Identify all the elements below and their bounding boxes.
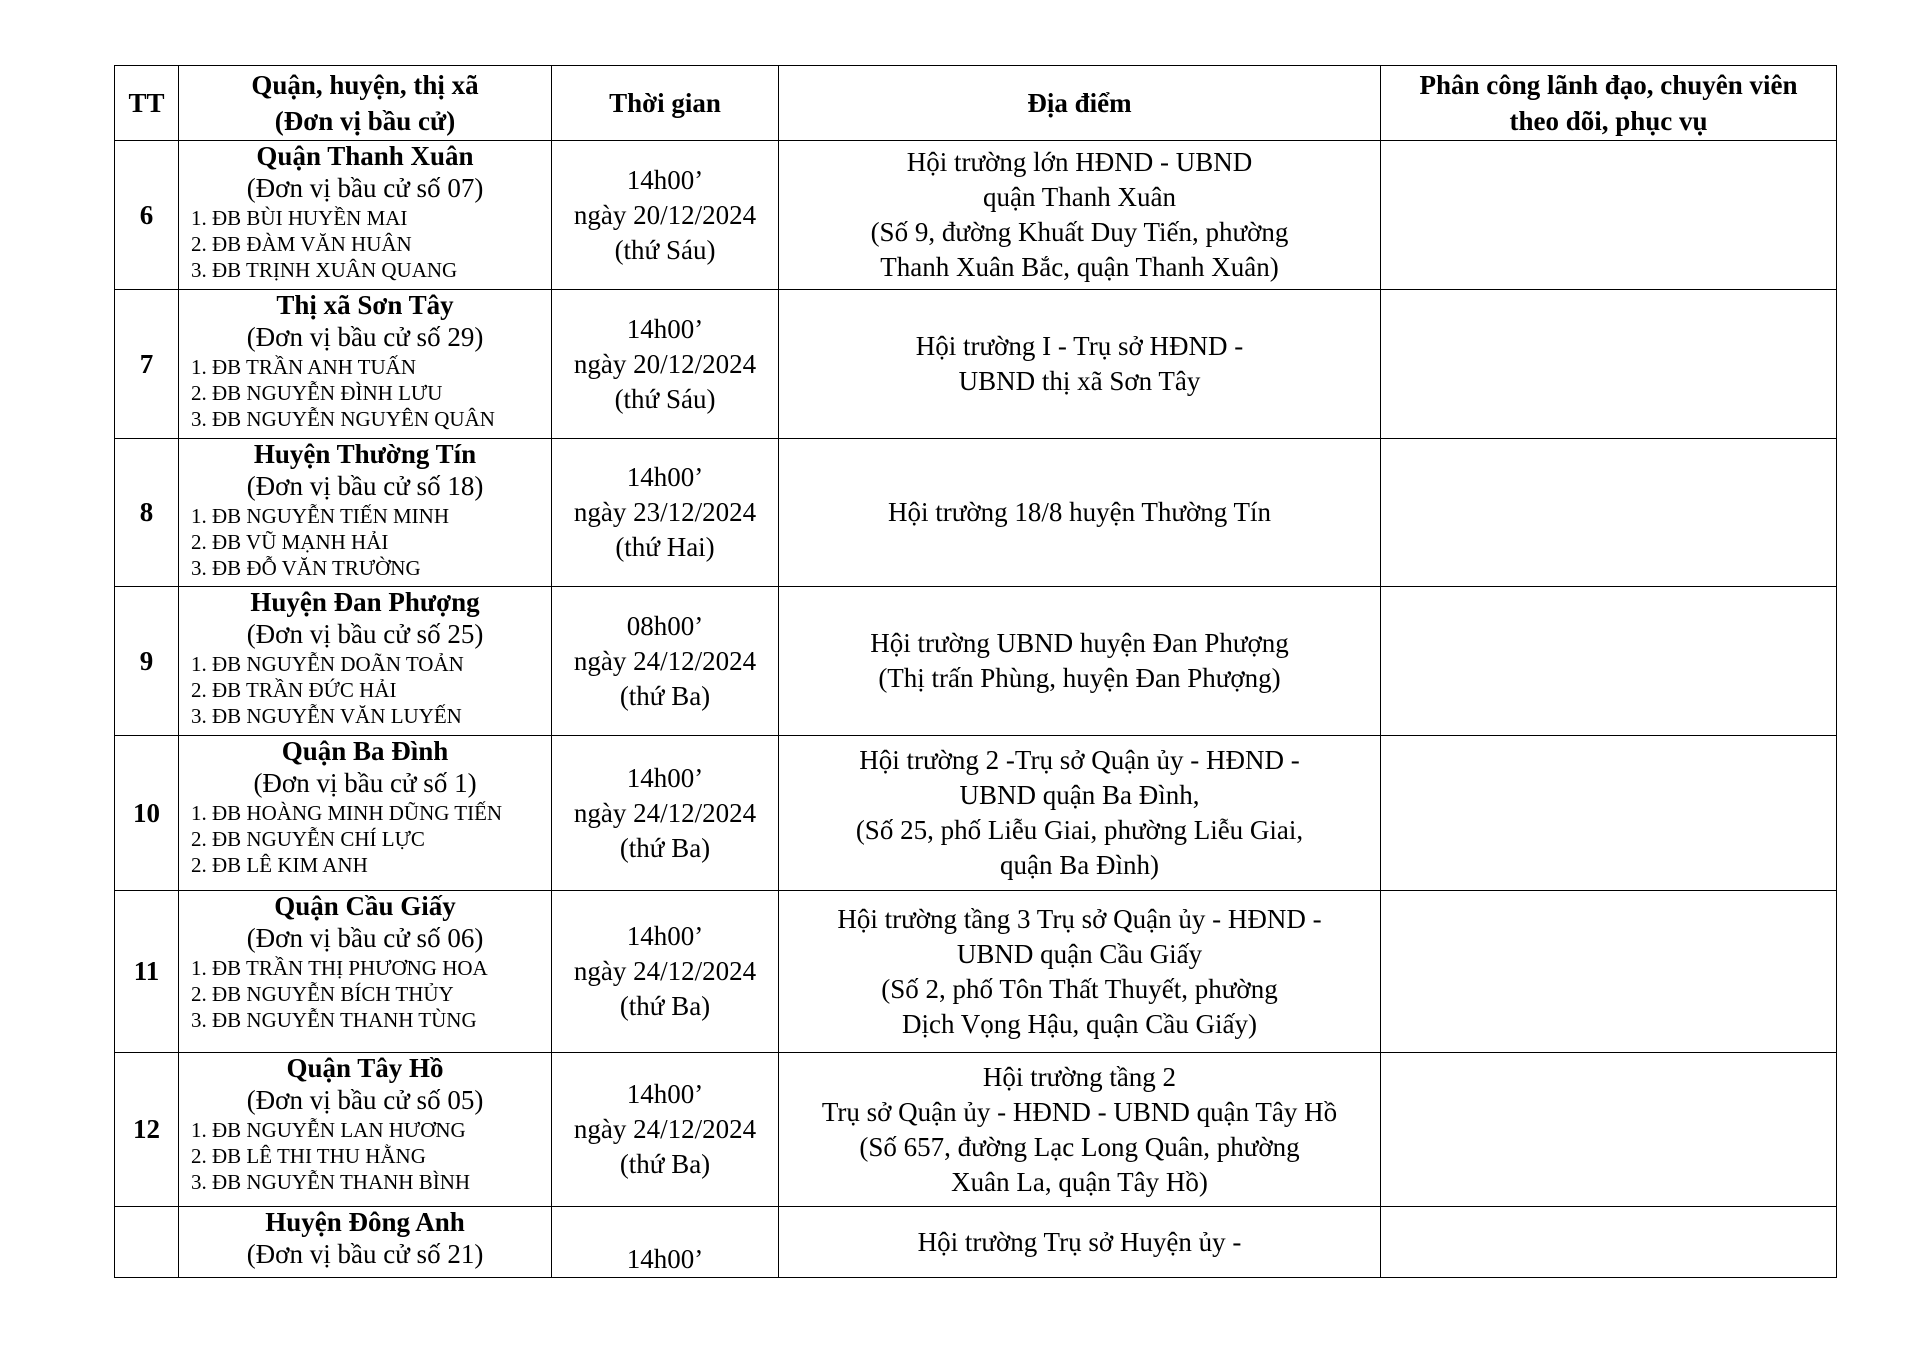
row-number: 9 (115, 587, 179, 736)
row-number: 6 (115, 141, 179, 290)
time-line: (thứ Ba) (619, 832, 711, 863)
time-cell (552, 290, 779, 439)
delegate-list (179, 1117, 551, 1195)
unit-number: (Đơn vị bầu cử số 07) (246, 173, 484, 203)
time-line: ngày 24/12/2024 (573, 956, 757, 986)
table-row (115, 439, 1837, 587)
time-line: (thứ Sáu) (614, 383, 716, 414)
header-unit-line1: Quận, huyện, thị xã (251, 70, 479, 100)
delegate-item: 1. ĐB TRẦN THỊ PHƯƠNG HOA (191, 956, 488, 980)
time-line: 14h00’ (626, 921, 704, 951)
table-row (115, 891, 1837, 1053)
place-cell (779, 736, 1381, 891)
unit-name: Thị xã Sơn Tây (276, 290, 454, 320)
place-line: Hội trường Trụ sở Huyện ủy - (917, 1226, 1242, 1257)
unit-name: Quận Thanh Xuân (256, 141, 474, 171)
header-unit-line2: (Đơn vị bầu cử) (274, 106, 456, 136)
place-cell (779, 439, 1381, 587)
time-line: 14h00’ (626, 462, 704, 492)
unit-cell (179, 1053, 552, 1207)
unit-name: Huyện Thường Tín (253, 439, 477, 469)
header-unit (179, 66, 552, 141)
place-line: Hội trường tầng 3 Trụ sở Quận ủy - HĐND - (837, 903, 1322, 934)
delegate-item: 3. ĐB NGUYỄN THANH TÙNG (191, 1008, 477, 1032)
assignment-cell[interactable] (1381, 141, 1837, 290)
unit-number: (Đơn vị bầu cử số 29) (246, 322, 484, 352)
time-line: ngày 23/12/2024 (573, 497, 757, 527)
delegate-item: 2. ĐB LÊ KIM ANH (191, 853, 368, 877)
place-cell (779, 891, 1381, 1053)
place-line: quận Thanh Xuân (983, 182, 1176, 212)
time-cell (552, 587, 779, 736)
time-line: (thứ Hai) (615, 532, 715, 562)
delegate-item: 2. ĐB ĐÀM VĂN HUÂN (191, 232, 412, 256)
table-row (115, 1207, 1837, 1278)
place-line: Trụ sở Quận ủy - HĐND - UBND quận Tây Hồ (821, 1096, 1338, 1127)
assignment-cell[interactable] (1381, 439, 1837, 587)
delegate-item: 3. ĐB NGUYỄN THANH BÌNH (191, 1170, 471, 1194)
header-tt: TT (115, 66, 179, 141)
place-line: (Số 25, phố Liễu Giai, phường Liễu Giai, (855, 815, 1304, 845)
place-line: (Số 657, đường Lạc Long Quân, phường (859, 1131, 1300, 1162)
time-line: (thứ Sáu) (614, 234, 716, 265)
unit-cell (179, 141, 552, 290)
time-cell (552, 141, 779, 290)
unit-number: (Đơn vị bầu cử số 18) (246, 471, 484, 501)
unit-number: (Đơn vị bầu cử số 05) (246, 1085, 484, 1115)
delegate-item: 2. ĐB NGUYỄN ĐÌNH LƯU (191, 381, 443, 405)
delegate-item: 3. ĐB TRỊNH XUÂN QUANG (191, 258, 458, 282)
delegate-list (179, 205, 551, 283)
table-row (115, 1053, 1837, 1207)
place-line: UBND quận Ba Đình, (959, 780, 1200, 810)
unit-cell (179, 1207, 552, 1278)
unit-name: Quận Ba Đình (281, 736, 449, 766)
unit-cell (179, 587, 552, 736)
delegate-item: 1. ĐB NGUYỄN TIẾN MINH (191, 504, 450, 528)
delegate-item: 3. ĐB ĐỖ VĂN TRƯỜNG (191, 556, 421, 580)
place-line: Hội trường lớn HĐND - UBND (906, 147, 1253, 177)
row-number: 7 (115, 290, 179, 439)
unit-number: (Đơn vị bầu cử số 1) (253, 768, 477, 798)
table-row (115, 290, 1837, 439)
assignment-cell[interactable] (1381, 1207, 1837, 1278)
header-assign-line2: theo dõi, phục vụ (1509, 106, 1708, 136)
delegate-item: 2. ĐB LÊ THI THU HẰNG (191, 1144, 426, 1168)
time-cell (552, 439, 779, 587)
delegate-item: 2. ĐB NGUYỄN BÍCH THỦY (191, 982, 454, 1006)
time-line (552, 1207, 778, 1242)
table-row (115, 141, 1837, 290)
place-line: Hội trường I - Trụ sở HĐND - (915, 331, 1244, 361)
time-cell (552, 1053, 779, 1207)
table-row (115, 736, 1837, 891)
time-line: 14h00’ (626, 762, 704, 793)
table-body (115, 141, 1837, 1278)
delegate-list (179, 651, 551, 729)
time-line: ngày 24/12/2024 (573, 797, 757, 828)
schedule-table (114, 65, 1837, 1278)
assignment-cell[interactable] (1381, 1053, 1837, 1207)
place-cell (779, 1053, 1381, 1207)
place-line: Thanh Xuân Bắc, quận Thanh Xuân) (880, 252, 1279, 282)
assignment-cell[interactable] (1381, 290, 1837, 439)
place-line: Hội trường 18/8 huyện Thường Tín (887, 497, 1272, 527)
unit-cell (179, 290, 552, 439)
row-number: 10 (115, 736, 179, 891)
unit-cell (179, 439, 552, 587)
unit-number: (Đơn vị bầu cử số 06) (246, 923, 484, 953)
delegate-item: 1. ĐB NGUYỄN LAN HƯƠNG (191, 1118, 466, 1142)
place-line: (Số 9, đường Khuất Duy Tiến, phường (870, 217, 1289, 247)
unit-number: (Đơn vị bầu cử số 25) (246, 619, 484, 649)
header-assign-line1: Phân công lãnh đạo, chuyên viên (1419, 70, 1798, 100)
assignment-cell[interactable] (1381, 891, 1837, 1053)
place-line: Hội trường 2 -Trụ sở Quận ủy - HĐND - (859, 745, 1300, 775)
row-number: 8 (115, 439, 179, 587)
place-line: UBND quận Cầu Giấy (956, 938, 1203, 969)
time-line: (thứ Ba) (619, 1149, 711, 1179)
delegate-item: 2. ĐB NGUYỄN CHÍ LỰC (191, 827, 425, 851)
place-line: Hội trường UBND huyện Đan Phượng (870, 628, 1289, 658)
row-number: 11 (115, 891, 179, 1053)
time-line: (thứ Ba) (619, 991, 711, 1021)
assignment-cell[interactable] (1381, 736, 1837, 891)
time-line: ngày 24/12/2024 (573, 645, 757, 676)
delegate-list (179, 354, 551, 432)
time-line: (thứ Ba) (619, 680, 711, 711)
place-line: quận Ba Đình) (1000, 850, 1159, 880)
place-cell (779, 290, 1381, 439)
place-cell (779, 1207, 1381, 1278)
place-line: (Số 2, phố Tôn Thất Thuyết, phường (881, 973, 1278, 1004)
place-cell (779, 587, 1381, 736)
time-line: 14h00’ (626, 313, 704, 344)
time-cell (552, 891, 779, 1053)
delegate-list (179, 800, 551, 878)
delegate-item: 1. ĐB TRẦN ANH TUẤN (191, 355, 416, 379)
time-line: 14h00’ (626, 164, 704, 195)
delegate-item: 3. ĐB NGUYỄN VĂN LUYẾN (191, 704, 462, 728)
unit-cell (179, 891, 552, 1053)
header-assign (1381, 66, 1837, 141)
place-line: UBND thị xã Sơn Tây (958, 366, 1201, 396)
place-line: Xuân La, quận Tây Hồ) (951, 1166, 1208, 1197)
assignment-cell[interactable] (1381, 587, 1837, 736)
delegate-item: 3. ĐB NGUYỄN NGUYÊN QUÂN (191, 407, 495, 431)
header-time: Thời gian (552, 66, 779, 141)
time-line: 14h00’ (626, 1244, 704, 1274)
delegate-item: 2. ĐB VŨ MẠNH HẢI (191, 530, 389, 554)
header-place: Địa điểm (779, 66, 1381, 141)
unit-name: Quận Cầu Giấy (274, 891, 456, 921)
header-row (115, 66, 1837, 141)
time-line: 08h00’ (626, 610, 704, 641)
time-line: 14h00’ (626, 1079, 704, 1109)
unit-number: (Đơn vị bầu cử số 21) (246, 1239, 484, 1269)
time-line: ngày 20/12/2024 (573, 348, 757, 379)
place-line: Hội trường tầng 2 (982, 1061, 1177, 1092)
time-cell (552, 736, 779, 891)
unit-cell (179, 736, 552, 891)
unit-name: Quận Tây Hồ (286, 1053, 444, 1083)
time-cell (552, 1207, 779, 1278)
table-row (115, 587, 1837, 736)
delegate-list (179, 503, 551, 581)
place-cell (779, 141, 1381, 290)
delegate-list (179, 955, 551, 1033)
delegate-item: 1. ĐB BÙI HUYỀN MAI (191, 206, 408, 230)
delegate-item: 1. ĐB HOÀNG MINH DŨNG TIẾN (191, 801, 503, 825)
time-line: ngày 24/12/2024 (573, 1114, 757, 1144)
unit-name: Huyện Đông Anh (265, 1207, 465, 1237)
place-line: Dịch Vọng Hậu, quận Cầu Giấy) (902, 1008, 1257, 1039)
row-number (115, 1207, 179, 1278)
place-line: (Thị trấn Phùng, huyện Đan Phượng) (878, 663, 1281, 693)
unit-name: Huyện Đan Phượng (250, 587, 480, 617)
time-line: ngày 20/12/2024 (573, 199, 757, 230)
row-number: 12 (115, 1053, 179, 1207)
delegate-item: 2. ĐB TRẦN ĐỨC HẢI (191, 678, 397, 702)
delegate-item: 1. ĐB NGUYỄN DOÃN TOẢN (191, 652, 464, 676)
